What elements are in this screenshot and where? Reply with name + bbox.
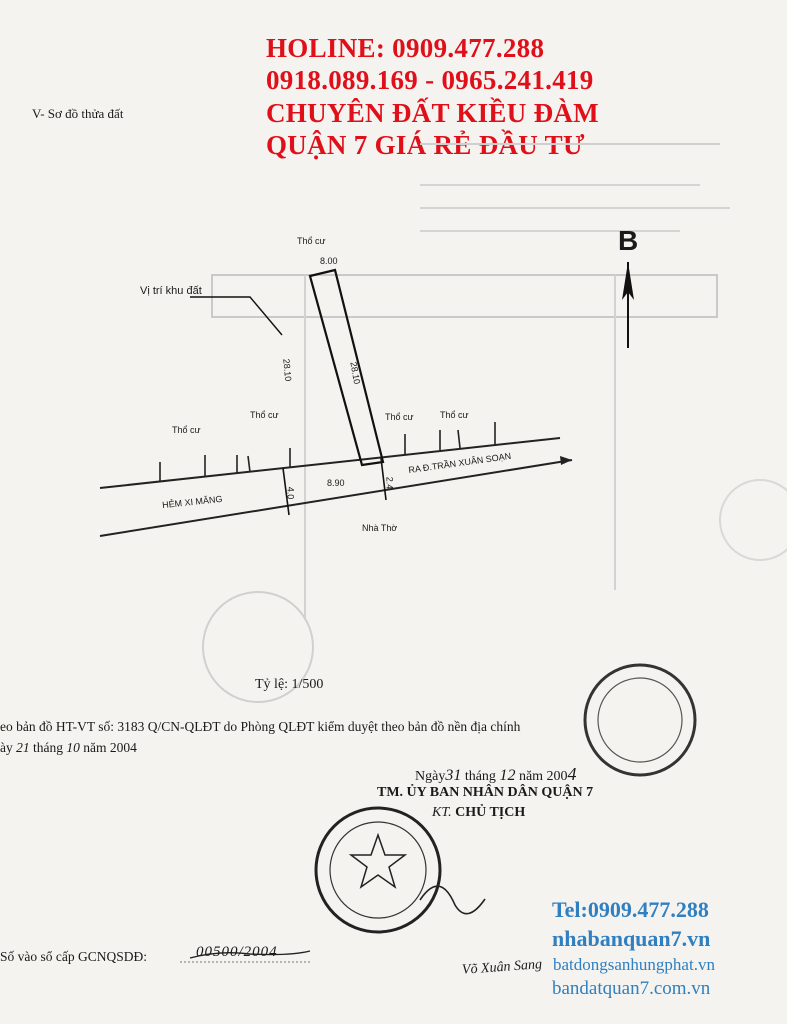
dim-left-side: 28.10 [281, 358, 294, 382]
sign-kt: KT. [432, 805, 452, 820]
approval-mid: tháng [33, 740, 63, 755]
north-letter: B [618, 225, 639, 256]
sign-date [415, 764, 577, 785]
sign-date-year-last: 4 [567, 764, 577, 784]
road-arrow [560, 456, 572, 465]
approval-day: 21 [16, 740, 30, 755]
title-line-2: QUẬN 7 GIÁ RẺ ĐẦU TƯ [266, 130, 585, 160]
approval-prefix: ày [0, 740, 13, 755]
sign-date-mid: tháng [464, 769, 496, 784]
label-tho-cu-left: Thổ cư [250, 410, 279, 420]
contact-site-1: nhabanquan7.vn [552, 926, 711, 951]
faint-table-header [212, 275, 717, 317]
dim-bottom-width: 8.90 [327, 478, 345, 488]
label-tho-cu-right: Thổ cư [385, 412, 414, 422]
road-edge-lower [100, 460, 572, 536]
sign-title-row [432, 805, 525, 821]
sign-date-prefix: Ngày [415, 769, 446, 784]
approval-suffix: năm 2004 [83, 740, 137, 755]
official-seal-emblem [316, 808, 440, 932]
label-tho-cu-far-right: Thổ cư [440, 410, 469, 420]
dim-alley-right: 2.4 [384, 476, 395, 490]
sign-date-year: năm 200 [518, 769, 568, 784]
dim-top-width: 8.00 [320, 256, 338, 266]
contact-tel: Tel:0909.477.288 [552, 897, 709, 922]
sign-date-day: 31 [445, 767, 462, 784]
label-church: Nhà Thờ [362, 523, 398, 533]
label-tho-cu-top: Thổ cư [297, 236, 326, 246]
hotline-line-1: HOLINE: 0909.477.288 [266, 33, 545, 63]
label-road: RA Đ.TRẦN XUÂN SOẠN [407, 450, 512, 476]
lot-polygon [310, 270, 383, 465]
sign-date-month: 12 [499, 767, 516, 784]
title-line-1: CHUYÊN ĐẤT KIỀU ĐÀM [266, 98, 599, 128]
faint-stamp [720, 480, 787, 560]
approval-line-2 [0, 740, 137, 756]
lot-label: Vị trí khu đất [140, 285, 202, 297]
registry-label: Số vào sổ cấp GCNQSDĐ: [0, 949, 147, 964]
section-title: V- Sơ đồ thửa đất [32, 106, 124, 121]
scale-label: Tỷ lệ: 1/500 [255, 677, 324, 692]
dim-right-side: 28.10 [348, 361, 363, 385]
official-seal-right [585, 665, 695, 775]
hotline-line-2: 0918.089.169 - 0965.241.419 [266, 65, 594, 95]
signer-name: Võ Xuân Sang [461, 957, 543, 978]
sign-org: TM. ỦY BAN NHÂN DÂN QUẬN 7 [377, 785, 594, 800]
chairman-signature [420, 886, 485, 914]
contact-site-3: bandatquan7.com.vn [552, 978, 711, 999]
approval-line-1: eo bản đồ HT-VT số: 3183 Q/CN-QLĐT do Phòng QLĐT kiểm duyệt theo bản đồ nền địa chính [0, 719, 521, 734]
label-alley: HẺM XI MĂNG [161, 493, 223, 511]
sign-title: CHỦ TỊCH [455, 805, 526, 820]
label-tho-cu-far-left: Thổ cư [172, 425, 201, 435]
approval-month: 10 [66, 740, 80, 755]
contact-site-2: batdongsanhungphat.vn [553, 955, 715, 974]
dim-alley-left: 4.0 [285, 486, 296, 500]
registry-value: 00500/2004 [196, 944, 278, 960]
neighbour-dividers [160, 422, 495, 482]
